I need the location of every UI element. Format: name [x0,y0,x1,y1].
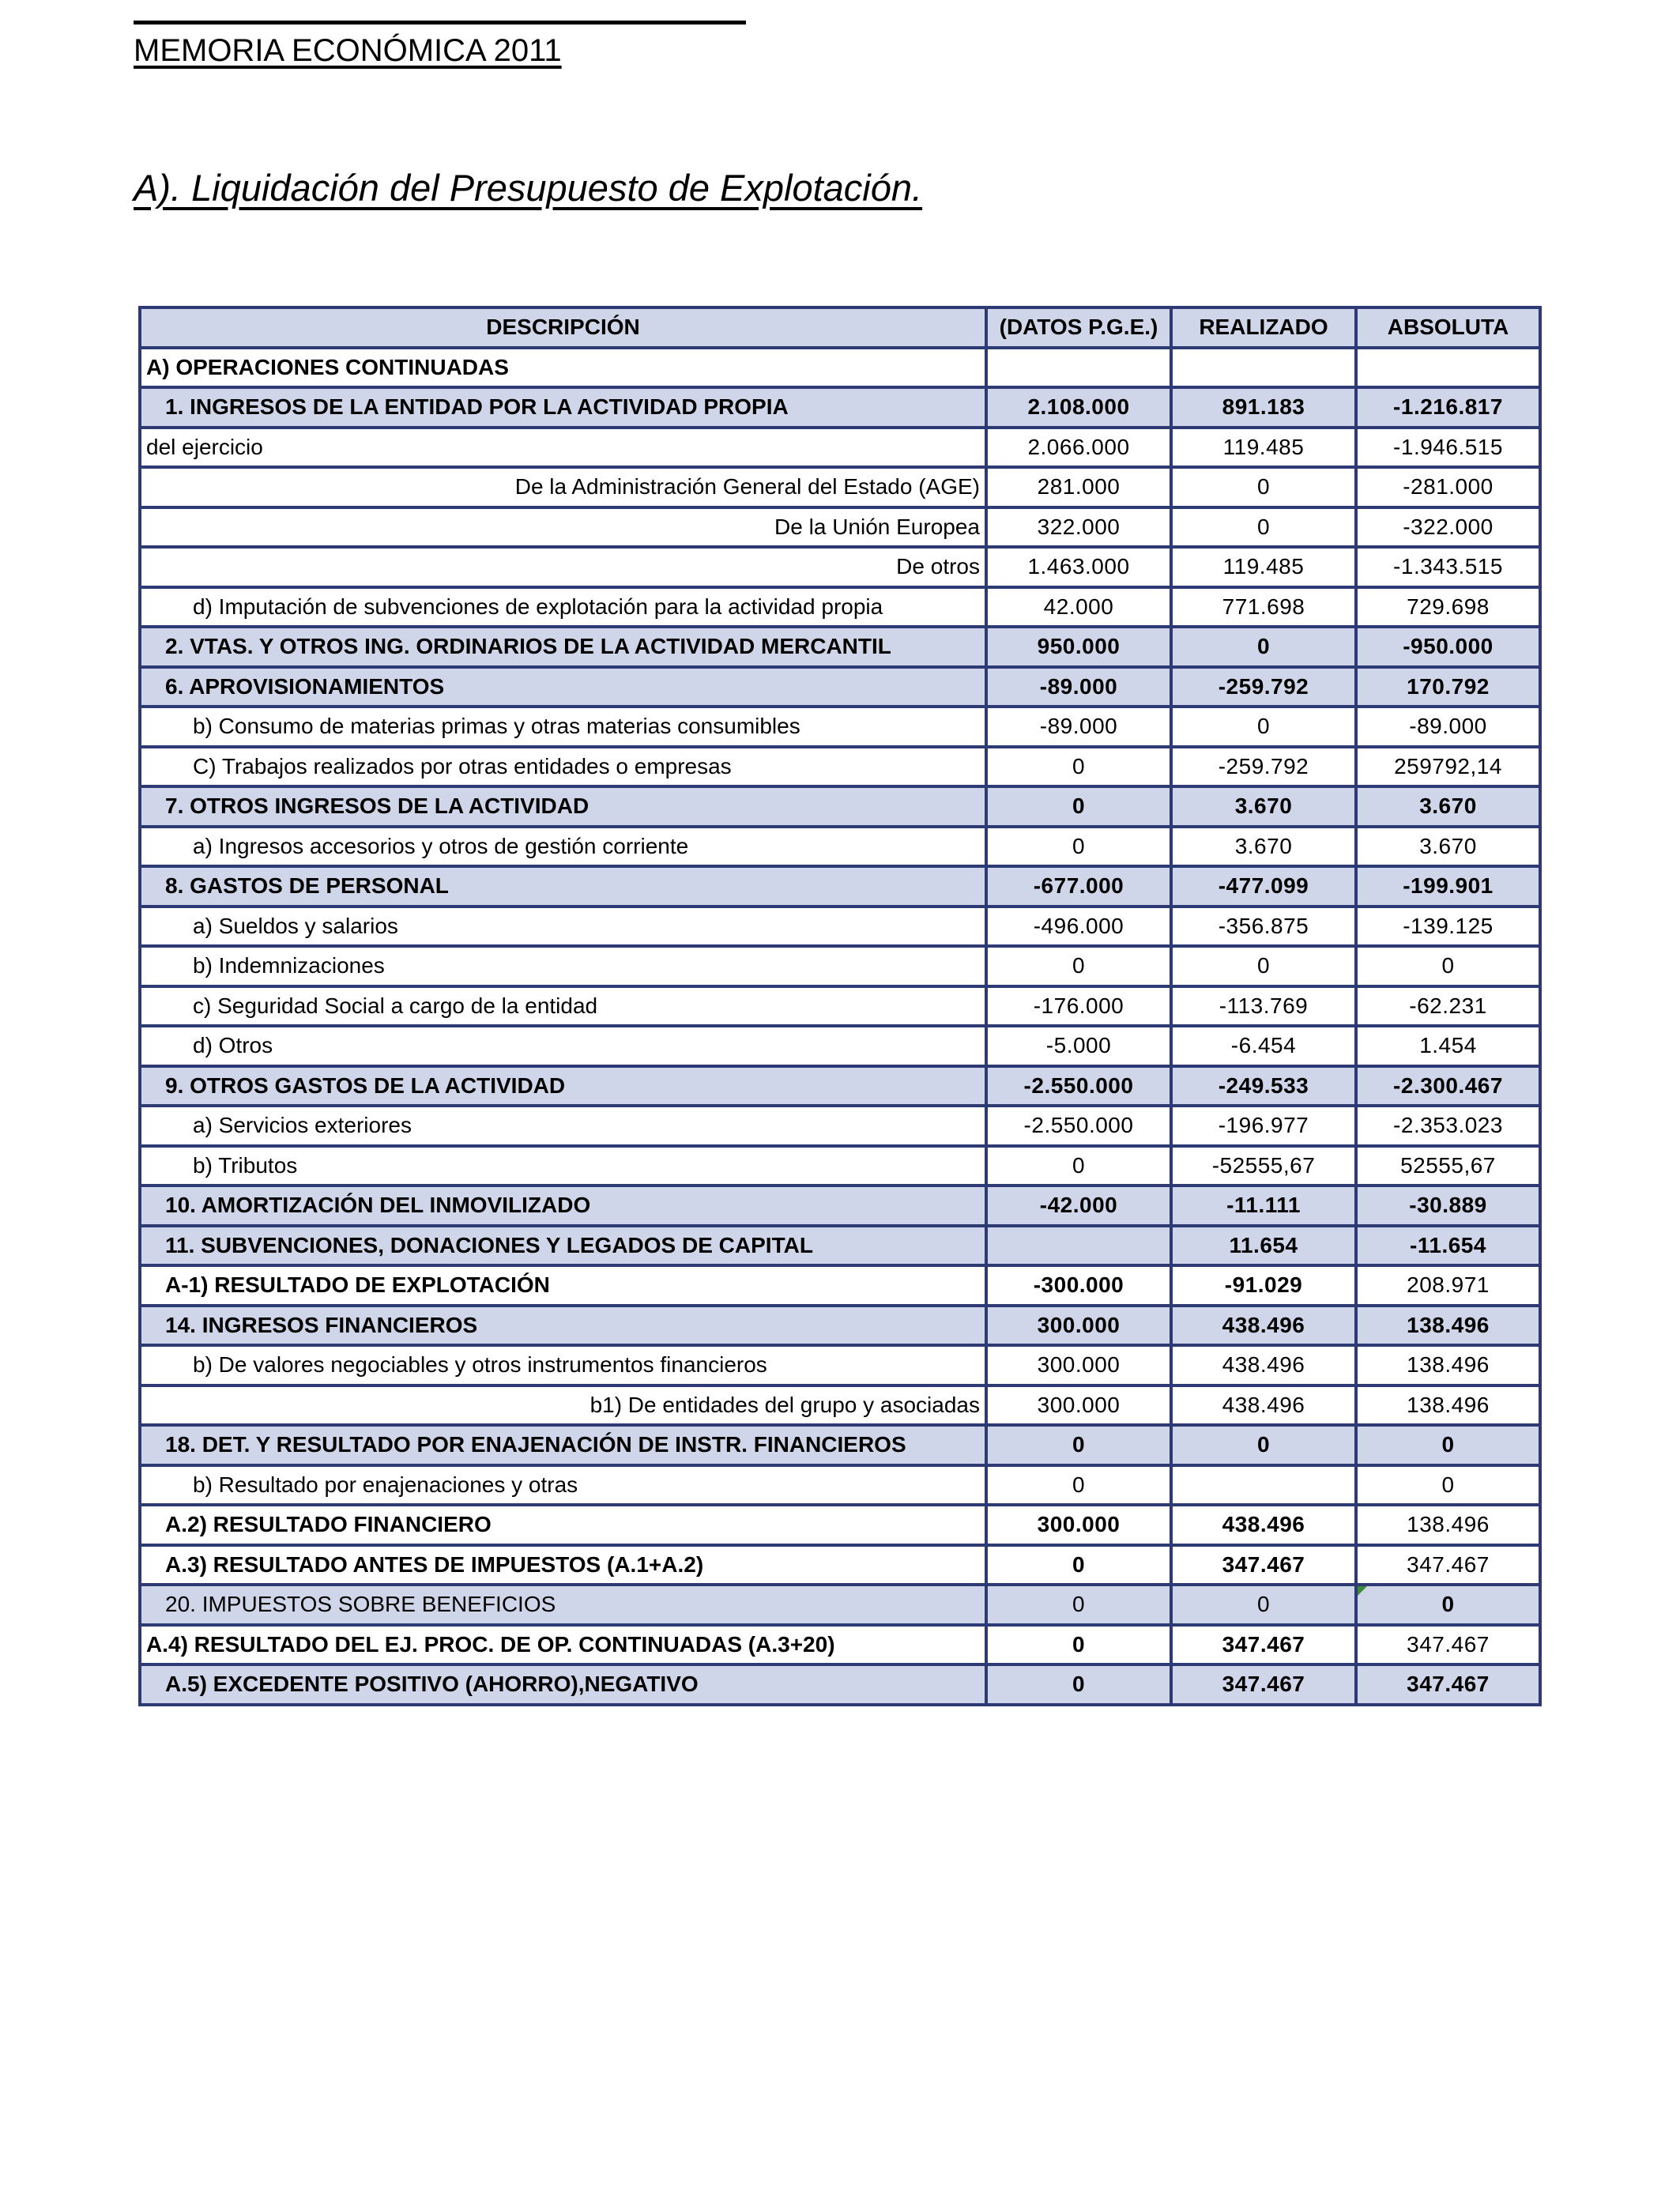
cell-absoluta: 729.698 [1356,587,1540,628]
cell-pge: 950.000 [986,627,1171,667]
cell-descripcion: 2. VTAS. Y OTROS ING. ORDINARIOS DE LA ACTIVIDAD MERCANTIL [140,627,986,667]
header-absoluta: ABSOLUTA [1356,307,1540,348]
cell-realizado: 771.698 [1171,587,1356,628]
cell-pge: 0 [986,1425,1171,1465]
cell-realizado: -196.977 [1171,1106,1356,1146]
header-datos-pge: (DATOS P.G.E.) [986,307,1171,348]
cell-realizado: 0 [1171,946,1356,986]
cell-absoluta: -281.000 [1356,467,1540,507]
cell-pge: 300.000 [986,1345,1171,1385]
table-row [140,1345,1540,1385]
cell-realizado: -249.533 [1171,1066,1356,1106]
cell-descripcion: b1) De entidades del grupo y asociadas [140,1385,986,1426]
cell-realizado: 0 [1171,507,1356,548]
table-row [140,866,1540,907]
cell-pge: 0 [986,946,1171,986]
table-row [140,986,1540,1027]
cell-absoluta: -139.125 [1356,907,1540,947]
cell-pge: -5.000 [986,1026,1171,1066]
table-row [140,387,1540,428]
cell-descripcion: a) Sueldos y salarios [140,907,986,947]
cell-descripcion: 1. INGRESOS DE LA ENTIDAD POR LA ACTIVIDAD PROPIA [140,387,986,428]
cell-absoluta [1356,348,1540,388]
cell-pge: -300.000 [986,1265,1171,1306]
table-row [140,1545,1540,1585]
table-row [140,1226,1540,1266]
cell-realizado: 438.496 [1171,1345,1356,1385]
cell-absoluta: 138.496 [1356,1385,1540,1426]
table-row [140,1106,1540,1146]
table-row [140,1385,1540,1426]
cell-realizado: 0 [1171,627,1356,667]
table-row [140,507,1540,548]
cell-pge: 0 [986,747,1171,787]
cell-pge: 0 [986,1545,1171,1585]
cell-pge: 42.000 [986,587,1171,628]
cell-realizado: -477.099 [1171,866,1356,907]
cell-realizado: 0 [1171,467,1356,507]
cell-realizado: 0 [1171,1425,1356,1465]
cell-realizado: 11.654 [1171,1226,1356,1266]
table-row [140,946,1540,986]
cell-pge [986,348,1171,388]
cell-pge: 2.066.000 [986,428,1171,468]
cell-realizado: 0 [1171,1585,1356,1625]
table-row [140,428,1540,468]
cell-absoluta: 3.670 [1356,786,1540,827]
cell-absoluta: -62.231 [1356,986,1540,1027]
cell-realizado: 347.467 [1171,1545,1356,1585]
cell-pge: 2.108.000 [986,387,1171,428]
top-rule [134,21,746,25]
cell-absoluta: 0 [1356,1585,1540,1625]
cell-descripcion: C) Trabajos realizados por otras entidades o empresas [140,747,986,787]
cell-pge: 0 [986,1664,1171,1705]
cell-absoluta: 138.496 [1356,1345,1540,1385]
cell-absoluta: 138.496 [1356,1505,1540,1545]
table-row [140,348,1540,388]
cell-descripcion: 18. DET. Y RESULTADO POR ENAJENACIÓN DE INSTR. FINANCIEROS [140,1425,986,1465]
document-title: MEMORIA ECONÓMICA 2011 [134,33,562,68]
cell-realizado: 0 [1171,707,1356,747]
table-row [140,907,1540,947]
table-row [140,627,1540,667]
cell-descripcion: A.3) RESULTADO ANTES DE IMPUESTOS (A.1+A.2) [140,1545,986,1585]
header-realizado: REALIZADO [1171,307,1356,348]
cell-pge: 300.000 [986,1385,1171,1426]
cell-descripcion: 8. GASTOS DE PERSONAL [140,866,986,907]
table-row [140,786,1540,827]
cell-realizado [1171,1465,1356,1506]
cell-realizado: -259.792 [1171,747,1356,787]
cell-realizado: 3.670 [1171,827,1356,867]
cell-realizado: -11.111 [1171,1186,1356,1226]
cell-realizado: 347.467 [1171,1664,1356,1705]
cell-descripcion: a) Ingresos accesorios y otros de gestión corriente [140,827,986,867]
table-row [140,1585,1540,1625]
cell-descripcion: a) Servicios exteriores [140,1106,986,1146]
cell-realizado: 438.496 [1171,1306,1356,1346]
cell-pge: 0 [986,1146,1171,1186]
cell-pge: 300.000 [986,1505,1171,1545]
budget-table [138,306,1542,1706]
table-row [140,1186,1540,1226]
table-row [140,667,1540,707]
cell-pge: -677.000 [986,866,1171,907]
table-row [140,1026,1540,1066]
cell-descripcion: d) Imputación de subvenciones de explotación para la actividad propia [140,587,986,628]
cell-pge: 0 [986,1585,1171,1625]
cell-absoluta: -322.000 [1356,507,1540,548]
cell-realizado: 438.496 [1171,1385,1356,1426]
cell-descripcion: 9. OTROS GASTOS DE LA ACTIVIDAD [140,1066,986,1106]
cell-realizado: -52555,67 [1171,1146,1356,1186]
cell-realizado: 347.467 [1171,1625,1356,1665]
cell-absoluta: -950.000 [1356,627,1540,667]
cell-descripcion: A) OPERACIONES CONTINUADAS [140,348,986,388]
cell-descripcion: c) Seguridad Social a cargo de la entidad [140,986,986,1027]
section-title: A). Liquidación del Presupuesto de Explotación. [134,167,923,209]
cell-absoluta: -2.300.467 [1356,1066,1540,1106]
cell-absoluta: 0 [1356,946,1540,986]
cell-absoluta: 347.467 [1356,1625,1540,1665]
table-row [140,467,1540,507]
cell-descripcion: b) Consumo de materias primas y otras materias consumibles [140,707,986,747]
cell-pge: 300.000 [986,1306,1171,1346]
cell-absoluta: -30.889 [1356,1186,1540,1226]
cell-descripcion: 14. INGRESOS FINANCIEROS [140,1306,986,1346]
table-row [140,1664,1540,1705]
cell-descripcion: 6. APROVISIONAMIENTOS [140,667,986,707]
cell-pge: 281.000 [986,467,1171,507]
cell-pge: 0 [986,1625,1171,1665]
cell-pge: 322.000 [986,507,1171,548]
cell-pge: -2.550.000 [986,1066,1171,1106]
cell-realizado: -356.875 [1171,907,1356,947]
cell-absoluta: -2.353.023 [1356,1106,1540,1146]
cell-pge: -2.550.000 [986,1106,1171,1146]
cell-realizado: 3.670 [1171,786,1356,827]
cell-realizado: 891.183 [1171,387,1356,428]
cell-absoluta: 259792,14 [1356,747,1540,787]
table-row [140,547,1540,587]
cell-realizado: 438.496 [1171,1505,1356,1545]
table-row [140,827,1540,867]
cell-absoluta: 208.971 [1356,1265,1540,1306]
cell-descripcion: A.2) RESULTADO FINANCIERO [140,1505,986,1545]
cell-descripcion: d) Otros [140,1026,986,1066]
cell-absoluta: 3.670 [1356,827,1540,867]
table-row [140,587,1540,628]
cell-absoluta: 0 [1356,1425,1540,1465]
cell-pge: 0 [986,786,1171,827]
cell-descripcion: De la Administración General del Estado (AGE) [140,467,986,507]
cell-pge: 0 [986,827,1171,867]
cell-descripcion: b) Resultado por enajenaciones y otras [140,1465,986,1506]
cell-absoluta: -11.654 [1356,1226,1540,1266]
cell-descripcion: b) Indemnizaciones [140,946,986,986]
cell-descripcion: b) Tributos [140,1146,986,1186]
cell-absoluta: -1.946.515 [1356,428,1540,468]
cell-descripcion: 10. AMORTIZACIÓN DEL INMOVILIZADO [140,1186,986,1226]
cell-descripcion: 11. SUBVENCIONES, DONACIONES Y LEGADOS DE CAPITAL [140,1226,986,1266]
cell-absoluta: -89.000 [1356,707,1540,747]
cell-descripcion: 20. IMPUESTOS SOBRE BENEFICIOS [140,1585,986,1625]
cell-pge: -89.000 [986,707,1171,747]
cell-pge: -496.000 [986,907,1171,947]
cell-absoluta: 347.467 [1356,1664,1540,1705]
cell-absoluta: -1.216.817 [1356,387,1540,428]
cell-absoluta: -1.343.515 [1356,547,1540,587]
cell-pge: -89.000 [986,667,1171,707]
cell-realizado: 119.485 [1171,428,1356,468]
cell-pge: 0 [986,1465,1171,1506]
cell-realizado: 119.485 [1171,547,1356,587]
cell-descripcion: del ejercicio [140,428,986,468]
table-row [140,1146,1540,1186]
table-row [140,1625,1540,1665]
table-row [140,1306,1540,1346]
cell-realizado: -91.029 [1171,1265,1356,1306]
cell-absoluta: 138.496 [1356,1306,1540,1346]
table-row [140,1425,1540,1465]
cell-absoluta: -199.901 [1356,866,1540,907]
cell-pge: 1.463.000 [986,547,1171,587]
cell-pge [986,1226,1171,1266]
cell-absoluta: 52555,67 [1356,1146,1540,1186]
cell-descripcion: A-1) RESULTADO DE EXPLOTACIÓN [140,1265,986,1306]
table-row [140,747,1540,787]
cell-descripcion: b) De valores negociables y otros instrumentos financieros [140,1345,986,1385]
cell-realizado [1171,348,1356,388]
table-body [140,348,1540,1705]
cell-descripcion: 7. OTROS INGRESOS DE LA ACTIVIDAD [140,786,986,827]
table-row [140,1265,1540,1306]
table-row [140,1465,1540,1506]
cell-realizado: -259.792 [1171,667,1356,707]
cell-absoluta: 170.792 [1356,667,1540,707]
cell-pge: -176.000 [986,986,1171,1027]
header-descripcion: DESCRIPCIÓN [140,307,986,348]
table-row [140,1066,1540,1106]
table-row [140,1505,1540,1545]
cell-descripcion: A.5) EXCEDENTE POSITIVO (AHORRO),NEGATIVO [140,1664,986,1705]
cell-realizado: -113.769 [1171,986,1356,1027]
cell-absoluta: 1.454 [1356,1026,1540,1066]
table-row [140,707,1540,747]
cell-descripcion: De otros [140,547,986,587]
cell-absoluta: 0 [1356,1465,1540,1506]
cell-pge: -42.000 [986,1186,1171,1226]
cell-descripcion: A.4) RESULTADO DEL EJ. PROC. DE OP. CONTINUADAS (A.3+20) [140,1625,986,1665]
table-header-row [140,307,1540,348]
cell-absoluta: 347.467 [1356,1545,1540,1585]
cell-realizado: -6.454 [1171,1026,1356,1066]
cell-descripcion: De la Unión Europea [140,507,986,548]
